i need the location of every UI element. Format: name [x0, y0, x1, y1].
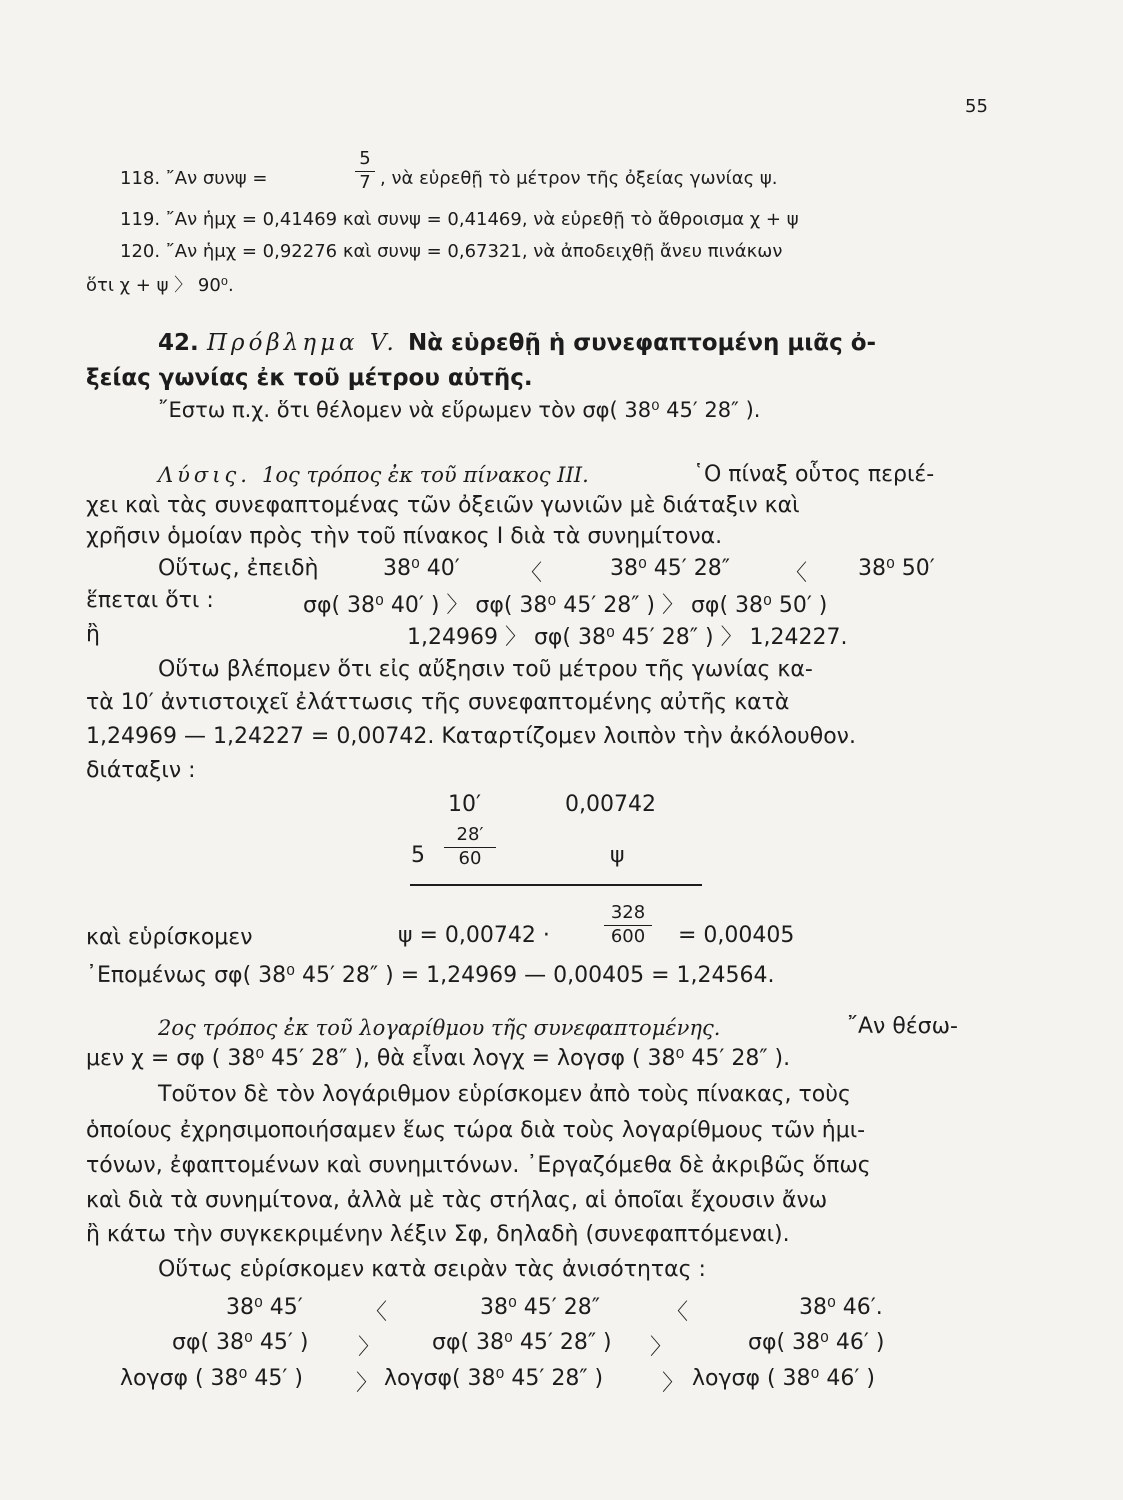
- exercise-120-cont: ὅτι χ + ψ 〉 90⁰.: [86, 275, 234, 296]
- fraction-denominator: 60: [458, 848, 482, 870]
- ineq-row3-a: λογσφ ( 38⁰ 45′ ): [120, 1366, 303, 1391]
- ineq1-left: 38⁰ 40′: [383, 556, 460, 581]
- table-r2-c2: ψ: [610, 843, 625, 868]
- method2-para-line3: τόνων, ἐφαπτομένων καὶ συνημιτόνων. ᾿Εργαζόμεθα δὲ ἀκριβῶς ὅπως: [86, 1153, 871, 1178]
- consequently-line: ᾿Επομένως σφ( 38⁰ 45′ 28″ ) = 1,24969 — 0,00405 = 1,24564.: [86, 963, 775, 988]
- method2-para-line6: Οὕτως εὑρίσκομεν κατὰ σειρὰν τὰς ἀνισότητας :: [158, 1257, 706, 1282]
- fraction-numerator: 328: [610, 902, 646, 923]
- ineq-row3-b: 〉: [356, 1371, 379, 1396]
- para2-line4: διάταξιν :: [86, 758, 196, 783]
- problem-title-line2: ξείας γωνίας ἐκ τοῦ μέτρου αὐτῆς.: [86, 365, 533, 391]
- ineq-row2-e: σφ( 38⁰ 46′ ): [748, 1330, 885, 1355]
- fraction-numerator: 5: [359, 148, 371, 169]
- ineq-row2-d: 〉: [650, 1335, 673, 1360]
- para2-line2: τὰ 10′ ἀντιστοιχεῖ ἐλάττωσις τῆς συνεφαπτομένης αὐτῆς κατὰ: [86, 690, 790, 715]
- ineq1-text: Οὕτως, ἐπειδὴ: [158, 556, 319, 581]
- ineq-row3-d: 〉: [662, 1371, 685, 1396]
- table-r2-whole: 5: [411, 843, 425, 868]
- problem-statement: ῎Εστω π.χ. ὅτι θέλομεν νὰ εὕρωμεν τὸν σφ( 38⁰ 45′ 28″ ).: [158, 398, 761, 422]
- ineq-row1-d: 〈: [666, 1300, 689, 1325]
- fraction-denominator: 7: [359, 172, 371, 194]
- method2-para-line5: ἢ κάτω τὴν συγκεκριμένην λέξιν Σφ, δηλαδὴ (συνεφαπτόμεναι).: [86, 1222, 790, 1247]
- fraction-numerator: 28′: [456, 824, 484, 845]
- exercise-118-start: 118. ῎Αν συνψ =: [120, 168, 268, 189]
- solution-label: Λύσις.: [158, 463, 251, 487]
- result-value: = 0,00405: [678, 923, 795, 948]
- ineq-row1-b: 〈: [365, 1300, 388, 1325]
- page-number: 55: [965, 96, 988, 117]
- ineq3-text: ἢ: [86, 622, 100, 647]
- ineq-row1-e: 38⁰ 46′.: [799, 1295, 883, 1320]
- method2-line2: μεν χ = σφ ( 38⁰ 45′ 28″ ), θὰ εἶναι λογχ = λογσφ ( 38⁰ 45′ 28″ ).: [86, 1046, 791, 1071]
- ineq3-expr: 1,24969 〉 σφ( 38⁰ 45′ 28″ ) 〉 1,24227.: [407, 625, 848, 650]
- method2-para-line1: Τοῦτον δὲ τὸν λογάριθμον εὑρίσκομεν ἀπὸ τοὺς πίνακας, τοὺς: [158, 1082, 851, 1107]
- method2-para-line4: καὶ διὰ τὰ συνημίτονα, ἀλλὰ μὲ τὰς στήλας, αἱ ὁποῖαι ἔχουσιν ἄνω: [86, 1188, 828, 1213]
- table-rule: [410, 884, 702, 886]
- ineq1-sym2: 〈: [785, 561, 808, 586]
- ineq1-sym1: 〈: [520, 561, 543, 586]
- ineq-row1-c: 38⁰ 45′ 28″: [480, 1295, 601, 1320]
- exercise-118-fraction: [355, 150, 375, 193]
- ineq2-expr: σφ( 38⁰ 40′ ) 〉 σφ( 38⁰ 45′ 28″ ) 〉 σφ( 38⁰ 50′ ): [303, 593, 828, 618]
- method2-title-rest: ῎Αν θέσω-: [847, 1014, 958, 1039]
- method2-title: 2ος τρόπος ἐκ τοῦ λογαρίθμου τῆς συνεφαπτομένης.: [158, 1016, 721, 1040]
- ineq-row2-b: 〉: [358, 1335, 381, 1360]
- ineq-row2-a: σφ( 38⁰ 45′ ): [172, 1330, 309, 1355]
- method2-para-line2: ὁποίους ἐχρησιμοποιήσαμεν ἕως τώρα διὰ τοὺς λογαρίθμους τῶν ἡμι-: [86, 1118, 866, 1143]
- exercise-120: 120. ῎Αν ἡμχ = 0,92276 καὶ συνψ = 0,67321, νὰ ἀποδειχθῇ ἄνευ πινάκων: [120, 241, 783, 262]
- result-fraction: [604, 904, 652, 947]
- ineq1-right: 38⁰ 50′: [858, 556, 935, 581]
- table-r1-c1: 10′: [448, 792, 481, 817]
- table-r1-c2: 0,00742: [565, 792, 656, 817]
- solution-line3: χρῆσιν ὁμοίαν πρὸς τὴν τοῦ πίνακος I διὰ τὰ συνημίτονα.: [86, 524, 723, 549]
- fraction-denominator: 600: [610, 926, 646, 948]
- ineq-row1-a: 38⁰ 45′: [226, 1295, 303, 1320]
- problem-title-line1: Νὰ εὑρεθῇ ἡ συνεφαπτομένη μιᾶς ὀ-: [408, 330, 877, 356]
- ineq-row3-c: λογσφ( 38⁰ 45′ 28″ ): [384, 1366, 604, 1391]
- ineq-row3-e: λογσφ ( 38⁰ 46′ ): [692, 1366, 875, 1391]
- solution-line1-rest: ῾Ο πίναξ οὗτος περιέ-: [693, 462, 935, 487]
- solution-line2: χει καὶ τὰς συνεφαπτομένας τῶν ὀξειῶν γωνιῶν μὲ διάταξιν καὶ: [86, 493, 800, 518]
- problem-label: Πρόβλημα V.: [207, 330, 398, 356]
- result-label: καὶ εὑρίσκομεν: [86, 925, 253, 950]
- exercise-118-end: , νὰ εὑρεθῇ τὸ μέτρον τῆς ὀξείας γωνίας ψ.: [380, 168, 778, 189]
- result-eq: ψ = 0,00742 ·: [398, 923, 550, 948]
- ineq1-mid: 38⁰ 45′ 28″: [610, 556, 731, 581]
- ineq-row2-c: σφ( 38⁰ 45′ 28″ ): [432, 1330, 612, 1355]
- ineq2-text: ἕπεται ὅτι :: [86, 588, 214, 613]
- para2-line3: 1,24969 — 1,24227 = 0,00742. Καταρτίζομεν λοιπὸν τὴν ἀκόλουθον.: [86, 724, 856, 749]
- exercise-119: 119. ῎Αν ἡμχ = 0,41469 καὶ συνψ = 0,41469, νὰ εὑρεθῇ τὸ ἄθροισμα χ + ψ: [120, 209, 799, 230]
- table-r2-fraction: [444, 826, 496, 869]
- method1-title: 1ος τρόπος ἐκ τοῦ πίνακος III.: [262, 463, 589, 487]
- para2-line1: Οὕτω βλέπομεν ὅτι εἰς αὔξησιν τοῦ μέτρου τῆς γωνίας κα-: [158, 657, 813, 682]
- problem-number: 42.: [158, 330, 199, 356]
